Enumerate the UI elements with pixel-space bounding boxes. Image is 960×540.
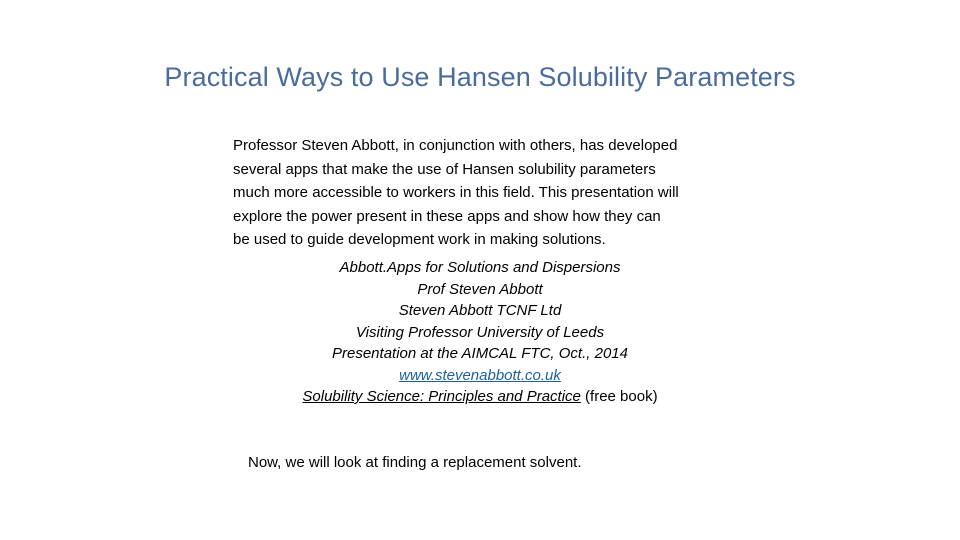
credits-affiliation: Visiting Professor University of Leeds <box>355 323 605 341</box>
credits-block <box>230 257 730 408</box>
credits-company: Steven Abbott TCNF Ltd <box>398 302 562 319</box>
credits-author: Prof Steven Abbott <box>417 280 543 298</box>
book-note: (free book) <box>580 388 658 405</box>
website-link[interactable]: www.stevenabbott.co.uk <box>399 366 561 384</box>
closing-statement: Now, we will look at finding a replacement solvent. <box>248 454 582 471</box>
intro-line: explore the power present in these apps and show how they can <box>233 207 661 225</box>
intro-paragraph <box>233 134 733 252</box>
intro-line: Professor Steven Abbott, in conjunction with others, has developed <box>233 137 678 154</box>
website-line <box>230 365 730 387</box>
book-line <box>230 386 730 408</box>
intro-line: several apps that make the use of Hansen solubility parameters <box>233 160 656 178</box>
credits-app-name: Abbott.Apps for Solutions and Dispersions <box>339 259 621 276</box>
credits-event: Presentation at the AIMCAL FTC, Oct., 2014 <box>332 345 628 362</box>
intro-line: much more accessible to workers in this field. This presentation will <box>233 184 679 201</box>
slide-title: Practical Ways to Use Hansen Solubility Parameters <box>164 62 796 92</box>
intro-line: be used to guide development work in making solutions. <box>233 231 606 248</box>
book-link[interactable]: Solubility Science: Principles and Practice <box>302 388 581 405</box>
